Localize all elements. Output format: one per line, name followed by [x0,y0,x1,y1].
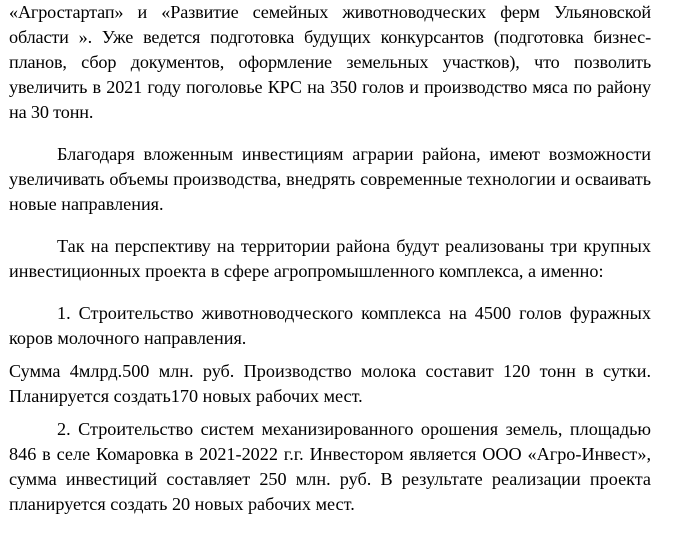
paragraph-agrostartup: «Агростартап» и «Развитие семейных животноводческих ферм Ульяновской области ». Уже ведется подготовка будущих конкурсантов (подготовка бизнес-планов, сбор документов, оформление земельных участков), что позволить увеличить в 2021 году поголовье КРС на 350 голов и производство мяса по району на 30 тонн. [9,2,651,122]
paragraph-perspective: Так на перспективу на территории района будут реализованы три крупных инвестиционных проекта в сфере агропромышленного комплекса, а именно: [9,236,651,281]
paragraph-project-2: 2. Строительство систем механизированного орошения земель, площадью 846 в селе Комаровка в 2021-2022 г.г. Инвестором является ООО «Агро-Инвест», сумма инвестиций составляет 250 млн. руб. В результате реализации проекта планируется создать 20 новых рабочих мест. [9,419,651,514]
document-page [9,0,651,517]
paragraph-project-1-details: Сумма 4млрд.500 млн. руб. Производство молока составит 120 тонн в сутки. Планируется создать170 новых рабочих мест. [9,361,651,406]
paragraph-investments: Благодаря вложенным инвестициям аграрии района, имеют возможности увеличивать объемы производства, внедрять современные технологии и осваивать новые направления. [9,144,651,214]
paragraph-project-1: 1. Строительство животноводческого комплекса на 4500 голов фуражных коров молочного направления. [9,303,651,348]
